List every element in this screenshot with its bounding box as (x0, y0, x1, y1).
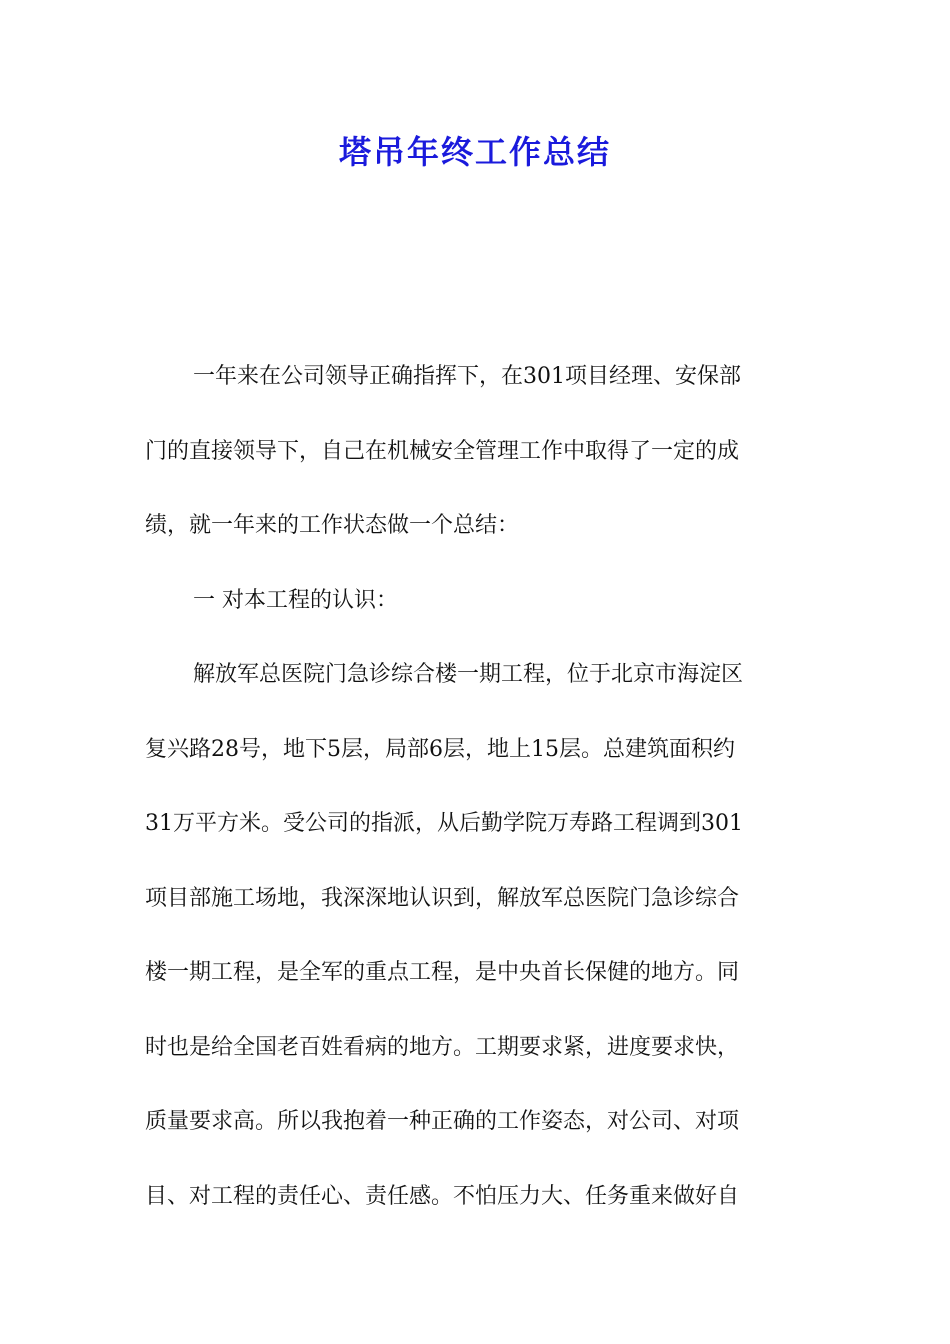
paragraph-line: 目、对工程的责任心、责任感。不怕压力大、任务重来做好自 (145, 1183, 740, 1209)
paragraph-line: 项目部施工场地，我深深地认识到，解放军总医院门急诊综合 (145, 885, 740, 911)
section-heading: 一 对本工程的认识： (193, 587, 398, 613)
paragraph-line: 时也是给全国老百姓看病的地方。工期要求紧，进度要求快， (145, 1034, 740, 1060)
paragraph-line: 31万平方米。受公司的指派，从后勤学院万寿路工程调到301 (145, 811, 743, 836)
paragraph-line: 一年来在公司领导正确指挥下，在301项目经理、安保部 (193, 364, 741, 389)
document-title: 塔吊年终工作总结 (338, 133, 611, 171)
paragraph-line: 楼一期工程，是全军的重点工程，是中央首长保健的地方。同 (145, 960, 740, 985)
document-body (145, 340, 810, 1234)
paragraph-line: 复兴路28号，地下5层，局部6层，地上15层。总建筑面积约 (145, 736, 735, 762)
paragraph-line: 质量要求高。所以我抱着一种正确的工作姿态，对公司、对项 (145, 1109, 740, 1134)
paragraph-line: 绩，就一年来的工作状态做一个总结： (145, 513, 520, 538)
paragraph-line: 解放军总医院门急诊综合楼一期工程，位于北京市海淀区 (193, 662, 744, 687)
paragraph-line: 门的直接领导下，自己在机械安全管理工作中取得了一定的成 (145, 438, 740, 464)
